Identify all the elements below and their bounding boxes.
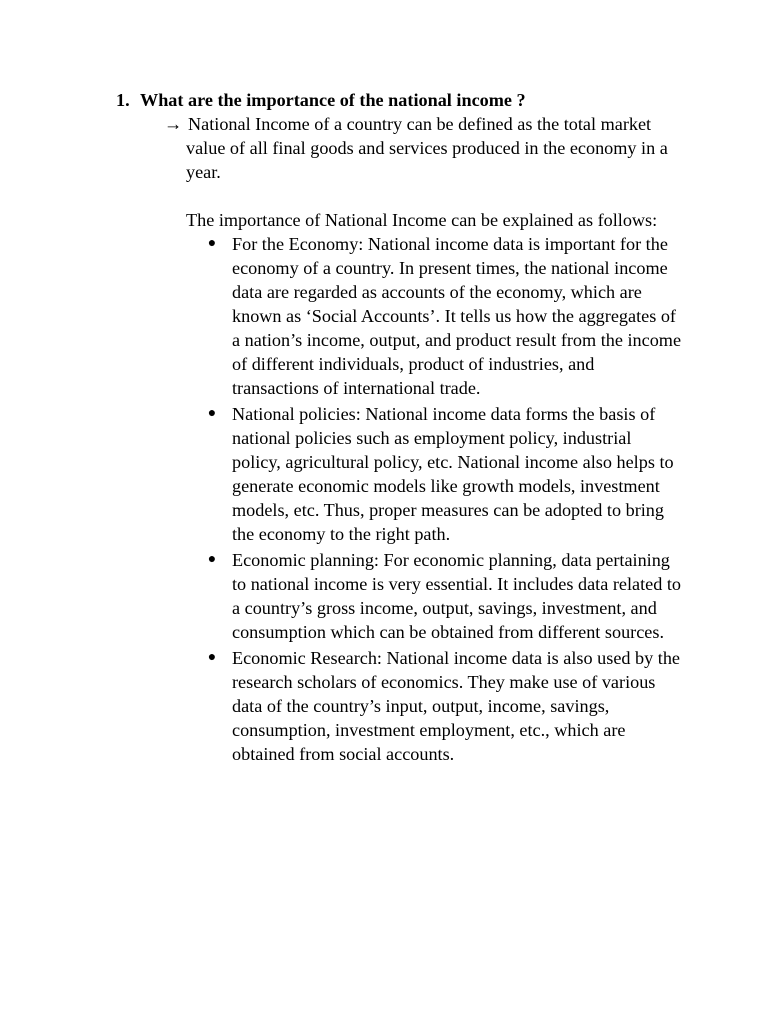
definition-text: National Income of a country can be defined as the total market value of all final goods and services produced in the economy in a year. [186,114,668,182]
bullet-icon: ● [207,650,217,665]
question-number: 1. [116,90,130,110]
question-heading [116,88,526,112]
answer-body [164,112,684,768]
intro-paragraph: The importance of National Income can be explained as follows: [186,210,658,230]
list-item-text: National policies: National income data forms the basis of national policies such as employment policy, industrial policy, agricultural policy, etc. National income also helps to generate economic models like growth models, investment models, etc. Thus, proper measures can be adopted to bring the economy to the right path. [232,404,674,544]
bullet-icon: ● [207,236,217,251]
importance-list [184,232,684,766]
question-text: What are the importance of the national income ? [140,90,526,110]
definition-paragraph [164,112,684,184]
list-item-economy [207,232,684,400]
list-item-national-policies [207,402,684,546]
bullet-icon: ● [207,552,217,567]
list-item-economic-research [207,646,684,766]
list-item-text: For the Economy: National income data is important for the economy of a country. In present times, the national income data are regarded as accounts of the economy, which are known as ‘Social Accounts’. It tells us how the aggregates of a nation’s income, output, and product result from the income of different individuals, product of industries, and transactions of international trade. [232,234,682,398]
list-item-economic-planning [207,548,684,644]
right-arrow-icon: → [164,114,183,134]
list-item-text: Economic planning: For economic planning, data pertaining to national income is very essential. It includes data related to a country’s gross income, output, savings, investment, and consumption which can be obtained from different sources. [232,550,681,642]
list-item-text: Economic Research: National income data is also used by the research scholars of economics. They make use of various data of the country’s input, output, income, savings, consumption, investment employment, etc., which are obtained from social accounts. [232,648,680,764]
bullet-icon: ● [207,406,217,421]
